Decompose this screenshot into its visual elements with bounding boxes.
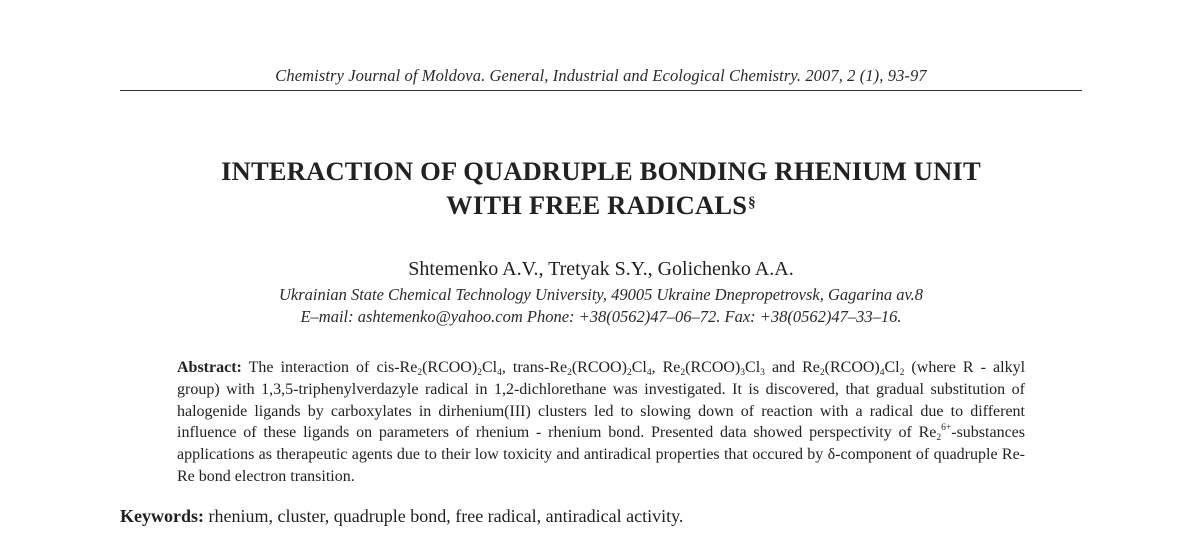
subscript: 4 (497, 368, 502, 378)
abstract-text: The interaction of cis-Re (241, 359, 418, 376)
affiliation: Ukrainian State Chemical Technology University, 49005 Ukraine Dnepropetrovsk, Gagarina av.8 (278, 285, 923, 304)
abstract-text: and Re (764, 359, 820, 376)
subscript: 2 (477, 368, 482, 378)
keywords-text: rhenium, cluster, quadruple bond, free radical, antiradical activity. (204, 506, 684, 526)
paper-title (100, 154, 1102, 222)
abstract-text: Cl (631, 359, 647, 376)
keywords (120, 506, 1082, 527)
subscript: 3 (760, 368, 765, 378)
superscript: 6+ (941, 423, 952, 434)
subscript: 2 (417, 368, 423, 378)
abstract-paragraph (177, 357, 1025, 488)
abstract-text: , trans-Re (501, 359, 568, 376)
abstract-text: Cl (884, 359, 900, 376)
authors: Shtemenko A.V., Tretyak S.Y., Golichenko A.A. (408, 258, 794, 280)
subscript: 2 (819, 368, 825, 378)
abstract-text: (RCOO) (422, 359, 478, 376)
abstract-text: Cl (745, 359, 761, 376)
header-rule (120, 90, 1082, 91)
subscript: 2 (626, 368, 632, 378)
subscript: 2 (936, 433, 942, 444)
subscript: 2 (680, 368, 686, 378)
subscript: 2 (899, 368, 905, 378)
abstract-label: Abstract: (177, 359, 242, 376)
subscript: 4 (879, 368, 885, 378)
title-footnote-mark: § (748, 195, 756, 211)
abstract (177, 357, 1025, 488)
journal-header: Chemistry Journal of Moldova. General, Industrial and Ecological Chemistry. 2007, 2 (1), 93-97 (275, 66, 927, 85)
title-line-2-text: WITH FREE RADICALS (446, 190, 748, 220)
subscript: 3 (740, 368, 746, 378)
subscript: 2 (567, 368, 572, 378)
abstract-text: -substances applications as therapeutic agents due to their low toxicity and antiradical properties that occured by δ-component of quadruple Re-Re bond electron transition. (177, 424, 1025, 485)
keywords-label: Keywords: (120, 506, 204, 526)
contact-info: E–mail: ashtemenko@yahoo.com Phone: +38(0562)47–06–72. Fax: +38(0562)47–33–16. (300, 307, 902, 326)
title-line-1: INTERACTION OF QUADRUPLE BONDING RHENIUM UNIT (221, 156, 981, 186)
abstract-text: (RCOO) (824, 359, 880, 376)
abstract-text: (RCOO) (571, 359, 627, 376)
title-line-2 (100, 188, 1102, 222)
abstract-text: , Re (651, 359, 681, 376)
subscript: 4 (646, 368, 652, 378)
abstract-text: (where R - alkyl group) with 1,3,5-triphenylverdazyle radical in 1,2-dichlorethane was investigated. It is discovered, that gradual substitution of halogenide ligands by carboxylates in dirhenium(III) clusters led to slowing down of reaction with a radical due to different influence of these ligands on parameters of rhenium - rhenium bond. Presented data showed perspectivity of Re (177, 359, 1026, 442)
abstract-text: Cl (481, 359, 498, 376)
abstract-text: (RCOO) (685, 359, 741, 376)
